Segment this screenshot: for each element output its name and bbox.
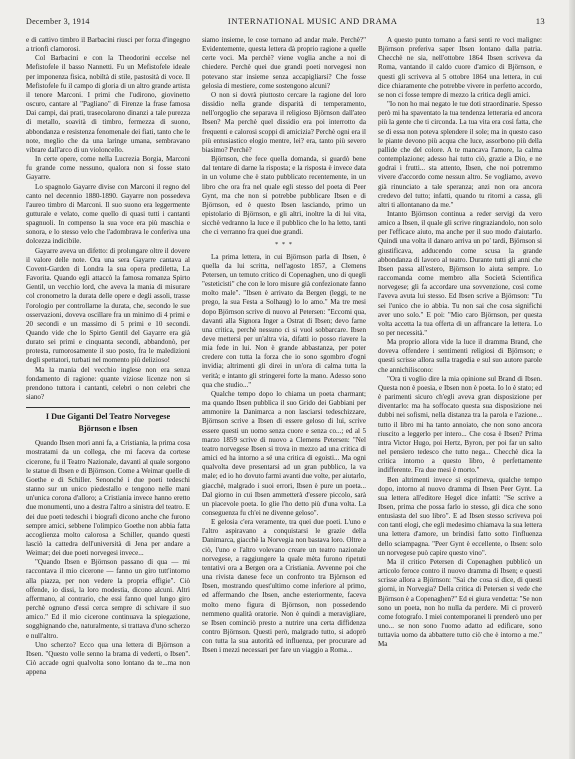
paragraph: In certe opere, come nella Lucrezia Borgia, Marconi fu grande come nessuno, qualora non si fosse stato Gayarre. <box>26 155 190 182</box>
paragraph: A questo punto tornano a farsi senti re voci maligne: Björnson preferiva saper Ibsen lontano dalla patria. Checchè ne sia, nell'ottobre 1864 Ibsen scriveva da Roma, vantando il caldo cuore d'amico di Björnson, e questi gli scriveva al 5 ottobre 1864 una lettera, in cui dice chiaramente che potrebbe vivere in perfetto accordo, se non ci fosse tempre di mezzo la critica degli amici. <box>378 36 542 99</box>
paragraph: Lo spagnolo Gayarre divise con Marconi il regno del canto nel decennio 1880-1890. Gayarre non possedeva l'aureo timbro di Marconi. Il suo suono era leggermente gutturale e velato, come quello di quasi tutti i cantanti spagnuoli. In compenso la sua voce era più maschia e sonora, e lo stesso velo che l'adombrava le conferiva una dolcezza indicibile. <box>26 182 190 246</box>
paragraph: E gelosia c'era veramente, tra quei due poeti. L'uno e l'altro aspiravano a conquistarsi le grazie della Danimarca, giacchè la Norvegia non bastava loro. Oltre a ciò, l'uno e l'altro volevano creare un teatro nazionale norvegese, a raggiungere la quale mèta furono ripetuti tentativi ora a Bergen ora a Cristiania. Avvenne poi che una rivista danese fece un confronto tra Björnson ed Ibsen, mostrando quest'ultimo come inferiore al primo, ed affermando che Ibsen, anche esteriormente, faceva molto meno figura di Björnson, non possedendo nemmeno qualità oratorie. Non è quindi a meravigliare, se Ibsen cominciò presto a nutrire una certa diffidenza contro Björnson. Questi però, malgrado tutto, si adoprò con tutta la sua autorità ed influenza, per procurare ad Ibsen i mezzi necessari per fare un viaggio a Roma... <box>202 518 366 655</box>
article-subtitle: Björnson e Ibsen <box>78 424 138 434</box>
paragraph: Quando Ibsen morì anni fa, a Cristiania, la prima cosa mostratami da un collega, che mi faceva da cortese cicerone, fu il Teatro Nazionale, davanti al quale sorgono le statue di Ibsen e di Björnson. Come a Weimar quelle di Goethe e di Schiller. Senonché i due poeti tedeschi stanno sur un unico piedestallo e tengono nelle mani un'unica corona d'alloro; a Cristiania invece hanno eretto due monumenti, uno a destra l'altro a sinistra del teatro. E dei due poeti tedeschi i biografi dicono anche che furono sempre amici, sebbene l'olimpico Goethe non abbia fatta accoglienza molto calorosa a Schiller, quando questi lasciò la cattedra dell'università di Jena per andare a Weimar; dei due poeti norvegesi invece... <box>26 439 190 558</box>
paragraph: Ma la mania del vecchio inglese non era senza fondamento di ragione: quante viziose licenze non si prendono tuttora i cantanti, celebri o non celebri che siano? <box>26 365 190 402</box>
paragraph: Ma proprio allora vide la luce il dramma Brand, che doveva offendere i sentimenti religiosi di Björnson; e questi scrisse allora sulla tragedia e sul suo autore parole che annichiliscono: <box>378 338 542 374</box>
paragraph: siamo insieme, le cose tornano ad andar male. Perchè?" Evidentemente, questa lettera dà proprio ragione a quelle certe voci. Ma perchè? viene voglia anche a noi di chiedere. Perchè quei due grandi poeti norvegesi non potevano star insieme senza accapigliarsi? Che fosse gelosia di mestiere, come sostengono alcuni? <box>202 36 366 90</box>
paragraph: Uno scherzo? Ecco qua una lettera di Björnson a Ibsen. "Questo volle senno la brama di vederti, o Ibsen". Ciò accade ogni qualvolta sono lontano da te...ma non appena <box>26 640 190 677</box>
column-1 <box>26 36 190 748</box>
paragraph: Ben altrimenti invece si esprimeva, qualche tempo dopo, intorno al nuovo dramma di Ibsen Peer Gynt. La sua lettera all'editore Hegel dice infatti: "Se scrive a Ibsen, prima che possa farlo io stesso, gli dica che sono entusiasta del suo libro". E ad Ibsen stesso scriveva poi con tanti elogi, che egli medesimo chiamava la sua lettera una lettera d'amore, un brindisi fatto sotto l'influenza dello sciampagna. "Peer Gynt è eccellente, o Ibsen: solo un norvegese può capire questo vino". <box>378 475 542 557</box>
paragraph: Intanto Björnson continua a reder servigi da vero amico a Ibsen, il quale gli scrive ringraziandolo, non solo per l'efficace aiuto, ma anche per il suo modo d'aiutarlo. Quindi una volta il danaro arriva un po' tardi, Björnson si giustificava, adducendo come scusa la grande abbondanza di lavoro al teatro. Durante tutti gli anni che Ibsen passa all'estero, Björnson lo aiuta sempre. Lo raccomanda come membro alla Società Scientifica norvegese; gli fa accordare una sovvenzione, così come l'aveva avuta lui stesso. Ed Ibsen scrive a Björnson: "Tu sei l'unico che io abbia. Tu non sai che cosa significhi aver uno solo." E poi: "Mio caro Björnson, per questa volta accetta la tua offerta di un affrancare la lettera. Lo so per necessità." <box>378 209 542 337</box>
paragraph: Col Barbacini e con la Theodorini eccelse nel Mefistofele il basso Nannetti. Fu un Mefistofele ideale per imponenza fisica, nobiltà di stile, pastosità di voce. Il Mefistofele fu il campo di gloria di un altro grande artista il tenore Marconi. I primi che l'udirono, giovinetto oscuro, cantare al "Pagliano" di Firenze la frase famosa Dai campi, dai prati, trasecolarono dinanzi a tale purezza di metallo, soavità di timbro, fermezza di suono, abbondanza e resistenza fenomenale dei fiati, tanto che le note, meglio che da una laringe umana, sembravano vibrare dall'arco di un violoncello. <box>26 54 190 154</box>
scan-edge-shadow <box>569 0 575 759</box>
paragraph: "Io non ho mai negato le tue doti straordinarie. Spesso però mi ha spaventato la tua tendenza letteraria ed ancora più la gente che ti circonda. La tua vita era così fatta, che se di essa non poteva splendere il sole; ma in questo caso le piante devono più acqua che luce, assorbono più della pallide che del colore. A te mancava l'amore, la calma contemplazione; adesso hai tutto ciò, grazie a Dio, e ne godrai i frutti... sta attento, Ibsen, che noi potremmo vivere d'accordo come nessun altro. Se vogliamo, avevo già rinunciato a tale speranza; anzi non ora ancora credevo del tutto; infatti, quando tu ritorni a cassa, gli altri ti allontanano da me." <box>378 100 542 209</box>
header-date: December 3, 1914 <box>26 16 90 26</box>
paragraph: O non si dovrà piuttosto cercare la ragione del loro dissidio nella grande disparità di temperamento, nell'orgoglio che separava il religioso Björnson dall'ateo Ibsen? Ma perchè quel dissidio era poi interrotto da frequenti e calorosi scoppi di amicizia? Perchè ogni era il più entusiastico elogio mentre, lei? era, tanto più severo biasimo? Perchè? <box>202 90 366 154</box>
paragraph: Gayarre aveva un difetto: di prolungare oltre il dovere il valore delle note. Ora una sera Gayarre cantava al Covent-Garden di Londra la sua opera prediletta, La Favorita. Quando egli attaccò la famosa romanza Spirto Gentil, un vecchio lord, che aveva la mania di misurare col cronometro la durata delle opere e degli assoli, trasse l'orologio per controllarne la durata, che, secondo le sue osservazioni, doveva oscillare fra un minimo di 4 primi e 20 secondi e un massimo di 5 primi e 10 secondi. Quando vide che lo Spirto Gentil del Gayarre era già durato sei primi e cinquanta secondi, abbandonò, per protesta, rumorosamente il suo posto, fra le maledizioni degli spettatori, turbati nel momento più delizioso! <box>26 246 190 365</box>
section-divider <box>26 407 190 408</box>
page-number: 13 <box>535 16 545 26</box>
article-title: I Due Giganti Del Teatro Norvegese <box>45 412 171 422</box>
column-3 <box>378 36 542 748</box>
section-break-stars: * * * <box>275 241 293 249</box>
text-columns <box>26 36 542 748</box>
publication-title: INTERNATIONAL MUSIC AND DRAMA <box>227 16 398 26</box>
paragraph: e di cattivo timbro il Barbacini riusci per forza d'ingegno a trionfi clamorosi. <box>26 36 190 54</box>
paragraph: Björnson, che fece quella domanda, si guardò bene dal tentare di darne la risposta; e la risposta è invece data in un volume che è stato pubblicato recentemente, in un libro che ora fra nel quale egli stesso del poeta di Peer Gynt, ma che non si potrebbe pubblicare Ibsen e di Björnson, ed è questo Ibsen lasciando, primo un epistolario di Björnson, e gli altri, inoltre la di lui vita, sicchè vedranno la luce e il pubblico che lo ha letto, tanti che ci verranno fra quei due grandi. <box>202 155 366 237</box>
paragraph: Ma il critico Petersen di Copenaghen pubblicò un articolo feroce contro il nuovo dramma di Ibsen; e questi scrisse allora a Björnson: "Sai che cosa si dice, di questi giorni, in Norvegia? Della critica di Petersen si vede che Björnson è a Copenaghen?" Ed ei giura vendetta: "Se non sono un poeta, non ho nulla da perdere. Mi ci proverò come fotografo. I miei contemporanei li prenderò uno per uno... se non sono l'uomo adatto ad edificare, sono tuttavia uomo da abbattere tutto ciò che è intorno a me." Ma <box>378 557 542 649</box>
column-2 <box>202 36 366 748</box>
paragraph: La prima lettera, in cui Björnson parla di Ibsen, è quella da lui scritta, nell'agosto 1857, a Clemens Petersen, un temuto critico di Copenaghen, uno di quegli "esteticisti" che con le loro misure già confezionate fanno molto male". "Ibsen è arrivato da Bergen (leggi, te ne prego, la sua Festa a Solhaug) lo lo amo." Ma tre mesi dopo Björnson scrive di nuovo al Petersen: "Eccomi qua, davanti alla Signora Inger a Ostrat di Ibsen; devo farne una critica, perchè nessuno ci si vuol sobbarcare. Ibsen deve mettersi per un'altra via, difatti io posso riavere la mia fede in lui. Non è grande abbastanza, per poter credere con tutta la forza che io sono sgombro d'ogni invidia; altrimenti gli direi in un'ora di calma tutta la verità; e intanto gli stringerei forte la mano. Adesso sono qua che studio..." <box>202 252 366 389</box>
paragraph: Qualche tempo dopo lo chiama un poeta charmant; ma quando Ibsen pubblica il suo Grido dei Gabbiani per ammonire la Danimarca a non lasciarsi tedeschizzare, Björnson scrive a Ibsen di essere geloso di lui, scrive essere questi un uomo senza cuore e senza co...; ed al 5 marzo 1859 scrive di nuovo a Clemens Petersen: "Nel teatro norvegese Ibsen si trova in mezzo ad una critica di amici ed ha intorno a sé una critica di egoisti... Ma ogni qualvolta deve presentarsi ad un gran pubblico, la va male; ed io ho dovuto farmi avanti due volte, per aiutarlo, giacchè, malgrado i suoi errori, Ibsen è pure un poeta... Dal giorno in cui Ibsen ammetterà d'essere piccolo, sarà un piacevole poeta. Io glie l'ho detto più d'una volta. La conseguenza fu ch'ei ne divenne geloso". <box>202 389 366 517</box>
paragraph: "Ora ti voglio dire la mia opinione sul Brand di Ibsen. Questa non è poesia, e Ibsen non è poeta. Io lo è stato; ed è parimenti sicuro ch'egli aveva gran disposizione per diventarlo: ma ha soffocato questa sua disposizione nei dubbi nei sofismi, nella distanza tra la parola e l'azione... tutto il libro mi ha tanto annoiato, che non sono ancora riuscito a leggerlo per intero... Che cosa è Ibsen? Prima intra Victor Hugo, poi Hertz, Byron, per poi far un salto nel pensiero tedesco che tutto nega... Checchè dica la critica intorno a questo libro, è perfettamente indifferente. Fra due mesi è morto." <box>378 374 542 475</box>
page-header <box>26 14 545 28</box>
paragraph: "Quando Ibsen e Björnson passano di qua — mi raccontava il mio cicerone — fanno un giro tutt'intorno alla piazza, per non vedere la propria effigie". Ciò offende, io dissi, la loro modestia, dicono alcuni. Altri affermano, al contrario, che essi fanno quel lungo giro perchè ognuno d'essi cerca sempre di schivare il suo amico." Ed il mio cicerone continuava la spiegazione, sogghignando che, naturalmente, si trattava d'uno scherzo e null'altro. <box>26 558 190 640</box>
